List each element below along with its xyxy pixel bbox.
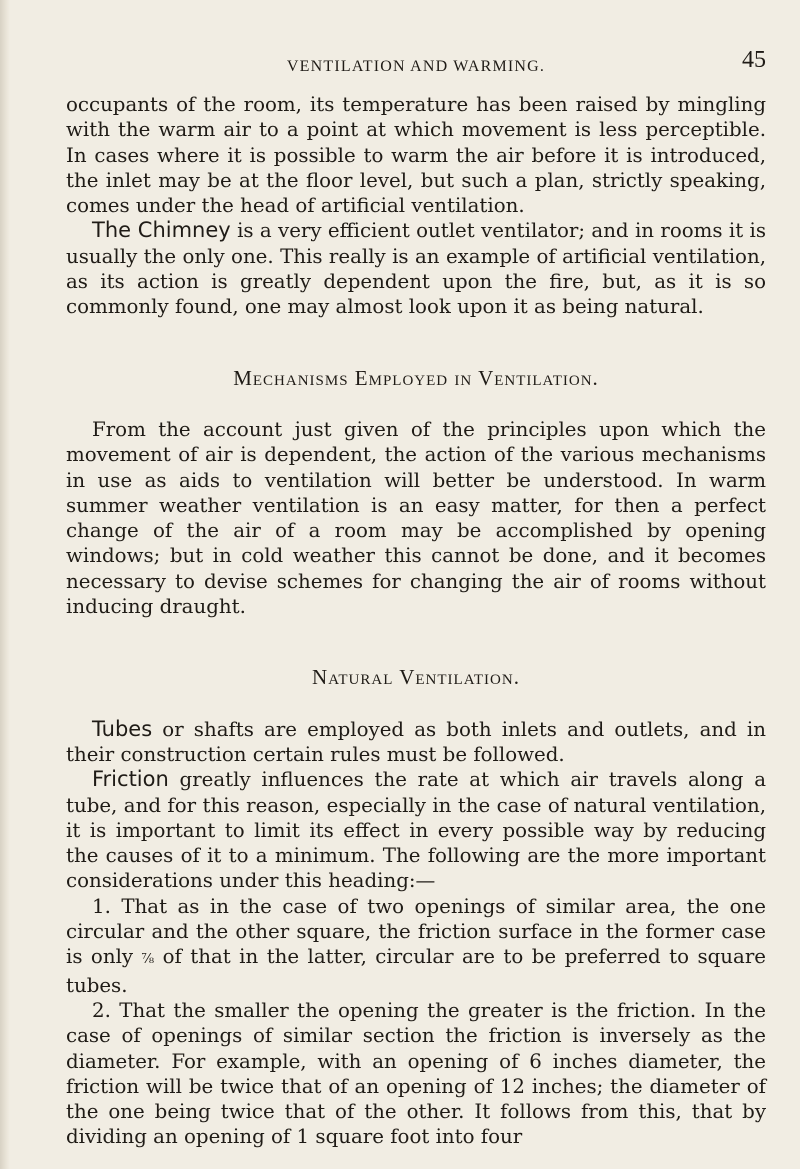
page-number: 45 xyxy=(742,47,766,73)
lead-chimney: The Chimney xyxy=(92,218,231,243)
list-item-1 xyxy=(66,894,766,998)
list-item-1-text-before: 1. That as in the case of two openings of similar area, the one circular and the other square, the friction surface in the former case is only xyxy=(66,894,766,969)
heading-natural-ventilation: Natural Ventilation. xyxy=(312,665,520,690)
paragraph-friction-text: greatly influences the rate at which air travels along a tube, and for this reason, especially in the case of natural ventilation, it is important to limit its effect in every possible way by reducing the causes of it to a minimum. The following are the more important considerations under this heading:— xyxy=(66,768,766,893)
heading-mechanisms: Mechanisms Employed in Ventilation. xyxy=(233,365,599,390)
paragraph-chimney-text: is a very efficient outlet ventilator; and in rooms it is usually the only one. This really is an example of artificial ventilation, as its action is greatly dependent upon the fire, but, as it is so commonly found, one may almost look upon it as being natural. xyxy=(66,219,766,319)
paragraph-friction xyxy=(66,767,766,893)
lead-tubes: Tubes xyxy=(92,716,153,741)
running-head: VENTILATION AND WARMING. xyxy=(286,58,546,75)
list-item-1-text-after: of that in the latter, circular are to be preferred to square tubes. xyxy=(66,945,766,997)
paragraph-occupants: occupants of the room, its temperature has been raised by mingling with the warm air to a point at which movement is less perceptible. In cases where it is possible to warm the air before it is introduced, the inlet may be at the floor level, but such a plan, strictly speaking, comes under the head of artificial ventilation. xyxy=(66,93,766,218)
lead-friction: Friction xyxy=(92,767,169,792)
paragraph-mechanisms: From the account just given of the principles upon which the movement of air is dependent, the action of the various mechanisms in use as aids to ventilation will better be understood. In warm summer weather ventilation is an easy matter, for then a perfect change of the air of a room may be accomplished by opening windows; but in cold weather this cannot be done, and it becomes necessary to devise schemes for changing the air of rooms without inducing draught. xyxy=(66,417,766,619)
paragraph-tubes xyxy=(66,717,766,768)
paragraph-tubes-text: or shafts are employed as both inlets and outlets, and in their construction certain rules must be followed. xyxy=(66,717,766,766)
book-page xyxy=(66,47,766,1150)
paragraph-chimney xyxy=(66,218,766,319)
fraction-seven-eighths: ⅞ xyxy=(141,952,155,968)
page-gutter-shadow xyxy=(0,0,10,1169)
page-header xyxy=(66,47,766,80)
list-item-2: 2. That the smaller the opening the greater is the friction. In the case of openings of similar section the friction is inversely as the diameter. For example, with an opening of 6 inches diameter, the friction will be twice that of an opening of 12 inches; the diameter of the one being twice that of the other. It follows from this, that by dividing an opening of 1 square foot into four xyxy=(66,998,766,1149)
